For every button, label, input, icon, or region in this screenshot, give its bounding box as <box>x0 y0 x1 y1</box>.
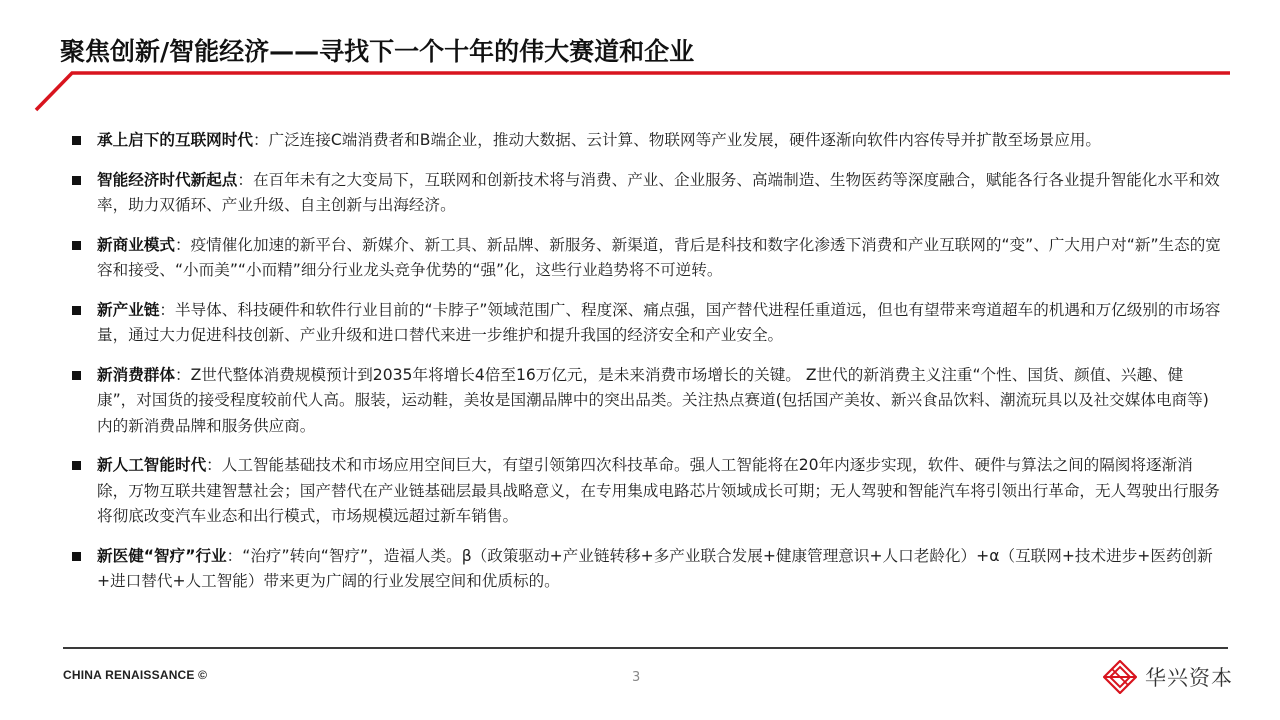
bullet-body: ：广泛连接C端消费者和B端企业，推动大数据、云计算、物联网等产业发展，硬件逐渐向软件内容传导并扩散至场景应用。 <box>252 131 1102 149</box>
bullet-body: ：Z世代整体消费规模预计到2035年将增长4倍至16万亿元，是未来消费市场增长的关键。 Z世代的新消费主义注重“个性、国货、颜值、兴趣、健康”，对国货的接受程度较前代人高。服装，运动鞋，美妆是国潮品牌中的突出品类。关注热点赛道(包括国产美妆、新兴食品饮料、潮流玩具以及社交媒体电商等) 内的新消费品牌和服务供应商。 <box>97 365 1209 435</box>
bullet-square-icon <box>72 461 81 470</box>
bullet-square-icon <box>72 176 81 185</box>
bullet-item <box>72 233 1222 284</box>
bullet-text <box>97 168 1222 219</box>
bullet-square-icon <box>72 241 81 250</box>
bullet-body: ：疫情催化加速的新平台、新媒介、新工具、新品牌、新服务、新渠道，背后是科技和数字化渗透下消费和产业互联网的“变”、广大用户对“新”生态的宽容和接受、“小而美”“小而精”细分行业龙头竞争优势的“强”化，这些行业趋势将不可逆转。 <box>97 235 1221 279</box>
bullet-body: ：半导体、科技硬件和软件行业目前的“卡脖子”领域范围广、程度深、痛点强，国产替代进程任重道远，但也有望带来弯道超车的机遇和万亿级别的市场容量，通过大力促进科技创新、产业升级和进口替代来进一步维护和提升我国的经济安全和产业安全。 <box>97 300 1221 344</box>
title-underline-stroke <box>36 73 1230 110</box>
bullet-square-icon <box>72 306 81 315</box>
footer-divider <box>63 647 1228 649</box>
bullet-text <box>97 128 1222 154</box>
bullet-text <box>97 298 1222 349</box>
bullet-item <box>72 363 1222 440</box>
bullet-heading: 新人工智能时代 <box>97 456 207 474</box>
title-underline <box>0 58 1280 118</box>
logo-text: 华兴资本 <box>1145 666 1233 690</box>
bullet-text <box>97 544 1222 595</box>
footer-copyright: CHINA RENAISSANCE © <box>63 668 208 682</box>
page-number: 3 <box>632 670 641 685</box>
bullet-item <box>72 544 1222 595</box>
bullet-square-icon <box>72 371 81 380</box>
bullet-text <box>97 233 1222 284</box>
bullet-list <box>72 128 1222 609</box>
bullet-item <box>72 453 1222 530</box>
bullet-heading: 智能经济时代新起点 <box>97 170 238 189</box>
bullet-item <box>72 128 1222 154</box>
bullet-body: ：人工智能基础技术和市场应用空间巨大，有望引领第四次科技革命。强人工智能将在20年内逐步实现，软件、硬件与算法之间的隔阂将逐渐消除，万物互联共建智慧社会；国产替代在产业链基础层最具战略意义，在专用集成电路芯片领域成长可期；无人驾驶和智能汽车将引领出行革命，无人驾驶出行服务将彻底改变汽车业态和出行模式，市场规模远超过新车销售。 <box>97 456 1220 525</box>
bullet-square-icon <box>72 136 81 145</box>
bullet-heading: 承上启下的互联网时代 <box>97 131 253 149</box>
china-renaissance-logo-icon <box>1103 660 1137 694</box>
bullet-heading: 新医健“智疗”行业 <box>97 546 227 565</box>
bullet-heading: 新商业模式 <box>97 235 175 254</box>
company-logo <box>1103 660 1233 694</box>
bullet-text <box>97 363 1222 440</box>
bullet-text <box>97 453 1222 530</box>
bullet-square-icon <box>72 552 81 561</box>
bullet-heading: 新产业链 <box>97 300 160 319</box>
bullet-heading: 新消费群体 <box>97 365 175 384</box>
bullet-body: ：“治疗”转向“智疗”，造福人类。β（政策驱动+产业链转移+多产业联合发展+健康管理意识+人口老龄化）+α（互联网+技术进步+医药创新+进口替代+人工智能）带来更为广阔的行业发展空间和优质标的。 <box>97 546 1213 590</box>
page-title: 聚焦创新/智能经济——寻找下一个十年的伟大赛道和企业 <box>60 37 695 66</box>
bullet-item <box>72 298 1222 349</box>
bullet-item <box>72 168 1222 219</box>
bullet-body: ：在百年未有之大变局下，互联网和创新技术将与消费、产业、企业服务、高端制造、生物医药等深度融合，赋能各行各业提升智能化水平和效率，助力双循环、产业升级、自主创新与出海经济。 <box>97 170 1220 214</box>
